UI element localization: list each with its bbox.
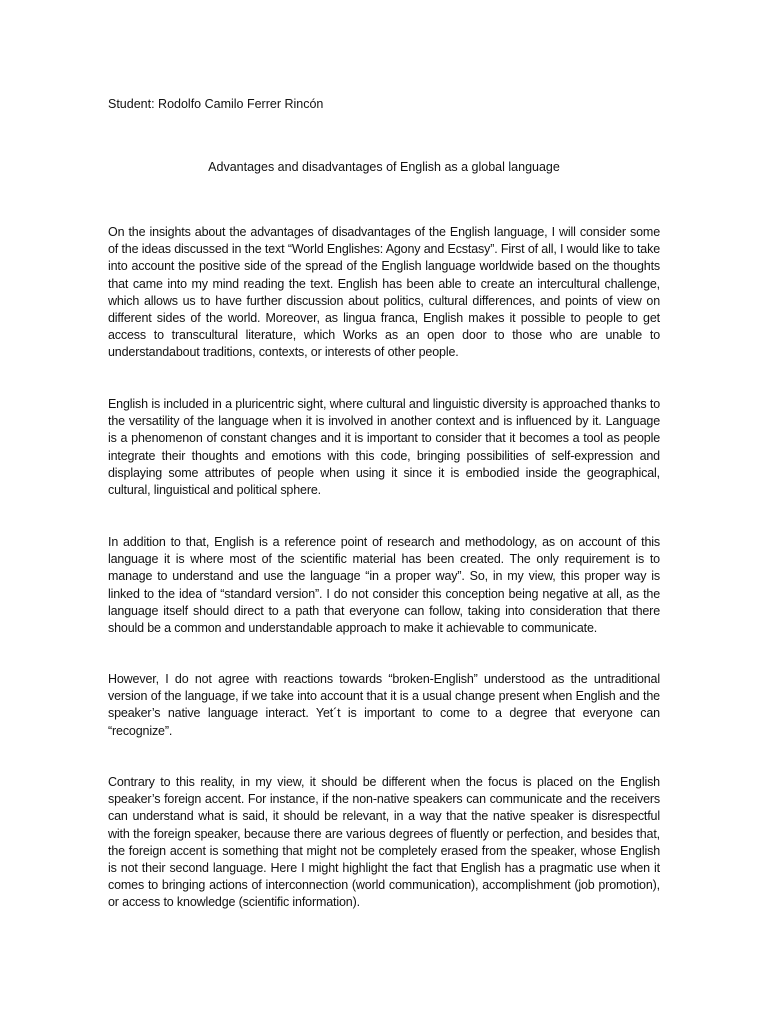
student-name-line: Student: Rodolfo Camilo Ferrer Rincón <box>108 97 324 111</box>
paragraph-5: Contrary to this reality, in my view, it should be different when the focus is placed on the English speaker’s foreign accent. For instance, if the non-native speakers can communicate and the receivers can understand what is said, it should be relevant, in a way that the native speaker is disrespectful with the foreign speaker, because there are various degrees of fluently or perfection, and besides that, the foreign accent is something that might not be completely erased from the speaker, whose English is not their second language. Here I might highlight the fact that English has a pragmatic use when it comes to bringing actions of interconnection (world communication), accomplishment (job promotion), or access to knowledge (scientific information). <box>108 775 660 910</box>
paragraph-1: On the insights about the advantages of disadvantages of the English language, I will consider some of the ideas discussed in the text “World Englishes: Agony and Ecstasy”. First of all, I would like to take into account the positive side of the spread of the English language worldwide based on the thoughts that came into my mind reading the text. English has been able to create an intercultural challenge, which allows us to have further discussion about politics, cultural differences, and points of view on different sides of the world. Moreover, as lingua franca, English makes it possible to people to get access to transcultural literature, which Works as an open door to those who are unable to understandabout traditions, contexts, or interests of other people. <box>108 225 660 360</box>
paragraph-4: However, I do not agree with reactions towards “broken-English” understood as the untraditional version of the language, if we take into account that it is a usual change present when English and the speaker’s native language interact. Yet´t is important to come to a degree that everyone can “recognize”. <box>108 672 660 738</box>
paragraph-2: English is included in a pluricentric sight, where cultural and linguistic diversity is approached thanks to the versatility of the language when it is involved in another context and is influenced by it. Language is a phenomenon of constant changes and it is important to consider that it becomes a tool as people integrate their thoughts and emotions with this code, bringing possibilities of self-expression and displaying some attributes of people when using it since it is embodied inside the geographical, cultural, linguistical and political sphere. <box>108 397 660 498</box>
document-title: Advantages and disadvantages of English as a global language <box>208 160 560 174</box>
paragraph-3: In addition to that, English is a reference point of research and methodology, as on account of this language it is where most of the scientific material has been created. The only requirement is to manage to understand and use the language “in a proper way”. So, in my view, this proper way is linked to the idea of “standard version”. I do not consider this conception being negative at all, as the language itself should direct to a path that everyone can follow, taking into consideration that there should be a common and understandable approach to make it achievable to communicate. <box>108 535 660 636</box>
